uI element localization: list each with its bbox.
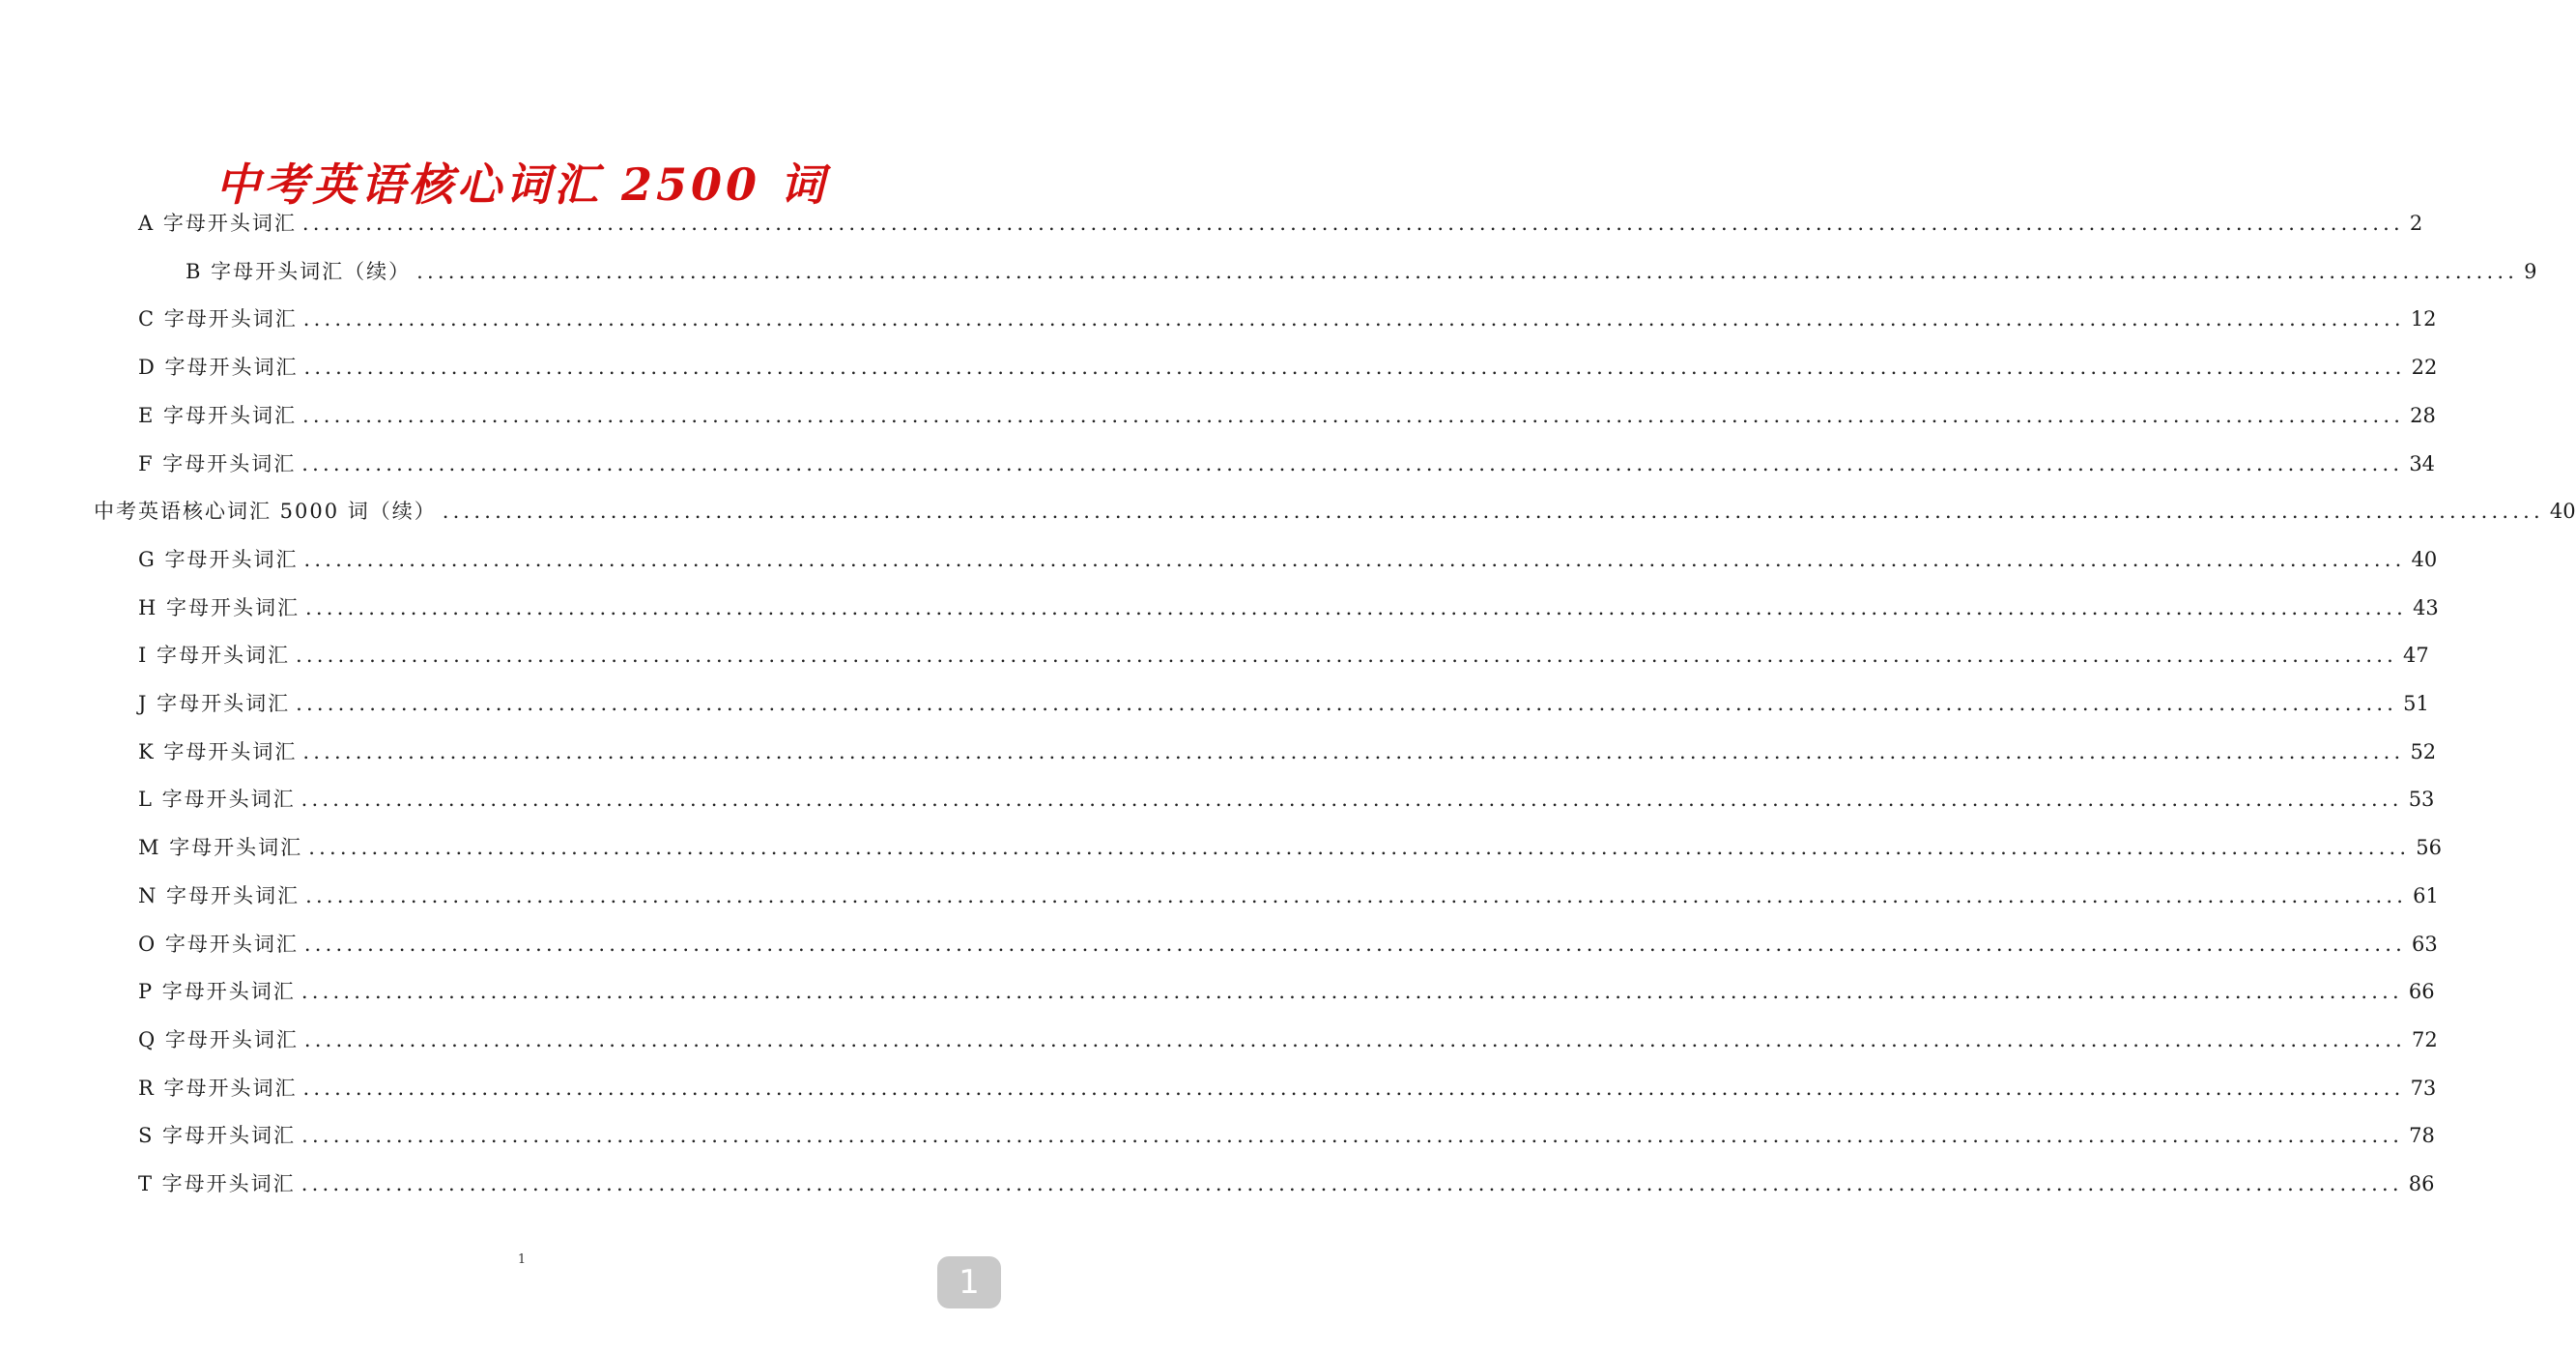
toc-leader-dots: ........................................................................................................................................................................................................ xyxy=(295,644,2398,668)
toc-entry-page: 61 xyxy=(2413,883,2439,907)
toc-entry[interactable] xyxy=(138,1016,2438,1064)
toc-entry-label: L 字母开头词汇 xyxy=(138,788,296,812)
toc-entry-page: 40 xyxy=(2549,500,2576,524)
toc-entry-label: R 字母开头词汇 xyxy=(138,1076,298,1100)
toc-entry-page: 53 xyxy=(2408,788,2435,812)
toc-entry-label: C 字母开头词汇 xyxy=(138,307,298,331)
toc-entry-page: 66 xyxy=(2408,980,2435,1004)
toc-leader-dots: ........................................................................................................................................................................................................ xyxy=(301,212,2404,235)
toc-entry[interactable] xyxy=(94,487,2576,535)
toc-leader-dots: ........................................................................................................................................................................................................ xyxy=(416,259,2519,283)
toc-entry-label: M 字母开头词汇 xyxy=(138,836,303,860)
toc-entry-label: I 字母开头词汇 xyxy=(138,644,290,668)
toc-entry-page: 22 xyxy=(2411,356,2438,380)
toc-leader-dots: ........................................................................................................................................................................................................ xyxy=(303,547,2406,571)
toc-entry-label: T 字母开头词汇 xyxy=(138,1172,296,1195)
toc-entry-label: P 字母开头词汇 xyxy=(138,980,296,1004)
toc-entry-label: 中考英语核心词汇 5000 词（续） xyxy=(94,500,437,524)
toc-entry[interactable] xyxy=(138,535,2438,584)
toc-entry-label: B 字母开头词汇（续） xyxy=(186,259,412,283)
toc-entry-page: 43 xyxy=(2413,595,2439,619)
toc-entry-page: 28 xyxy=(2410,403,2436,427)
toc-entry[interactable] xyxy=(138,872,2439,920)
toc-entry-page: 56 xyxy=(2416,836,2442,860)
toc-entry[interactable] xyxy=(138,199,2423,247)
toc-leader-dots: ........................................................................................................................................................................................................ xyxy=(296,692,2398,715)
toc-entry-page: 86 xyxy=(2408,1172,2435,1195)
toc-entry-page: 40 xyxy=(2411,547,2438,571)
toc-entry[interactable] xyxy=(138,920,2438,968)
toc-leader-dots: ........................................................................................................................................................................................................ xyxy=(302,403,2405,427)
page-title: 中考英语核心词汇 2500 词 xyxy=(215,158,829,211)
toc-entry-page: 72 xyxy=(2411,1027,2438,1051)
toc-entry-label: J 字母开头词汇 xyxy=(138,692,291,715)
toc-entry[interactable] xyxy=(138,343,2438,391)
toc-leader-dots: ........................................................................................................................................................................................................ xyxy=(303,356,2406,380)
toc-entry-page: 73 xyxy=(2410,1076,2437,1100)
toc-entry-label: S 字母开头词汇 xyxy=(138,1124,297,1148)
toc-entry-page: 63 xyxy=(2411,932,2438,956)
page-indicator-badge[interactable]: 1 xyxy=(937,1256,1001,1308)
toc-entry-label: K 字母开头词汇 xyxy=(138,739,298,763)
toc-entry[interactable] xyxy=(138,391,2436,440)
toc-entry[interactable] xyxy=(138,440,2436,488)
toc-leader-dots: ........................................................................................................................................................................................................ xyxy=(305,883,2408,907)
toc-leader-dots: ........................................................................................................................................................................................................ xyxy=(442,500,2544,524)
toc-entry-page: 34 xyxy=(2409,451,2436,475)
toc-entry[interactable] xyxy=(138,728,2437,776)
toc-entry[interactable] xyxy=(138,1160,2435,1208)
toc-leader-dots: ........................................................................................................................................................................................................ xyxy=(301,451,2404,475)
toc-entry-label: D 字母开头词汇 xyxy=(138,356,299,380)
toc-entry-page: 47 xyxy=(2403,644,2429,668)
toc-leader-dots: ........................................................................................................................................................................................................ xyxy=(301,788,2403,812)
toc-entry-label: N 字母开头词汇 xyxy=(138,883,301,907)
toc-leader-dots: ........................................................................................................................................................................................................ xyxy=(302,1076,2405,1100)
toc-entry-label: G 字母开头词汇 xyxy=(138,547,299,571)
toc-entry-label: O 字母开头词汇 xyxy=(138,932,299,956)
toc-leader-dots: ........................................................................................................................................................................................................ xyxy=(308,836,2411,860)
toc-leader-dots: ........................................................................................................................................................................................................ xyxy=(302,739,2405,763)
toc-leader-dots: ........................................................................................................................................................................................................ xyxy=(303,932,2406,956)
toc-entry[interactable] xyxy=(138,1111,2435,1160)
toc-leader-dots: ........................................................................................................................................................................................................ xyxy=(302,307,2405,331)
toc-entry-page: 12 xyxy=(2410,307,2437,331)
toc-leader-dots: ........................................................................................................................................................................................................ xyxy=(301,1172,2403,1195)
toc-entry[interactable] xyxy=(186,247,2537,296)
toc-entry-label: E 字母开头词汇 xyxy=(138,403,298,427)
toc-entry-page: 78 xyxy=(2409,1124,2435,1148)
toc-entry[interactable] xyxy=(138,295,2437,343)
toc-entry[interactable] xyxy=(138,823,2442,872)
toc-leader-dots: ........................................................................................................................................................................................................ xyxy=(303,1027,2406,1051)
toc-entry-label: A 字母开头词汇 xyxy=(138,212,297,235)
toc-entry-label: F 字母开头词汇 xyxy=(138,451,297,475)
toc-entry[interactable] xyxy=(138,775,2435,823)
toc-entry-page: 9 xyxy=(2524,259,2537,283)
toc-entry-page: 2 xyxy=(2409,212,2423,235)
toc-entry[interactable] xyxy=(138,967,2435,1016)
toc-leader-dots: ........................................................................................................................................................................................................ xyxy=(301,1124,2404,1148)
toc-entry-label: H 字母开头词汇 xyxy=(138,595,300,619)
footer-page-number: 1 xyxy=(517,1252,527,1267)
toc-entry[interactable] xyxy=(138,1064,2437,1112)
toc-leader-dots: ........................................................................................................................................................................................................ xyxy=(301,980,2403,1004)
toc-entry-page: 51 xyxy=(2403,692,2429,715)
toc-entry[interactable] xyxy=(138,679,2429,728)
toc-leader-dots: ........................................................................................................................................................................................................ xyxy=(305,595,2408,619)
toc-entry-label: Q 字母开头词汇 xyxy=(138,1027,299,1051)
toc-entry[interactable] xyxy=(138,584,2439,632)
toc-entry-page: 52 xyxy=(2410,739,2437,763)
toc-entry[interactable] xyxy=(138,631,2429,679)
